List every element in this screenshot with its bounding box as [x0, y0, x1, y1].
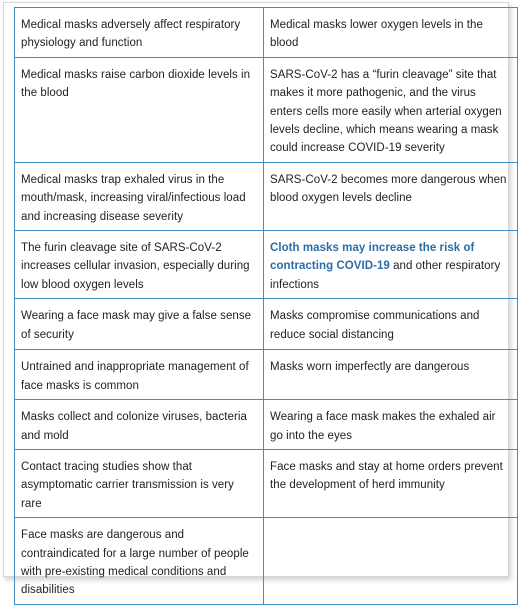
table-row [15, 449, 518, 517]
table-cell [264, 231, 518, 299]
table-cell [264, 518, 518, 605]
table-cell: SARS-CoV-2 has a “furin cleavage” site that makes it more pathogenic, and the virus enters cells more easily when arterial oxygen levels decline, which means wearing a mask could increase COVID-19 severity [264, 57, 518, 162]
table-row [15, 400, 518, 450]
table-cell: Masks collect and colonize viruses, bacteria and mold [15, 400, 264, 450]
table-cell: Medical masks raise carbon dioxide levels in the blood [15, 57, 264, 162]
table-cell: Wearing a face mask may give a false sense of security [15, 299, 264, 350]
table-row [15, 162, 518, 230]
table-cell: SARS-CoV-2 becomes more dangerous when blood oxygen levels decline [264, 162, 518, 230]
table-row [15, 231, 518, 299]
table-row [15, 299, 518, 350]
table-cell: Masks worn imperfectly are dangerous [264, 350, 518, 400]
link-trailing-text: and other respiratory infections [270, 260, 501, 291]
table-cell: Face masks and stay at home orders prevent the development of herd immunity [264, 449, 518, 517]
table-cell: Face masks are dangerous and contraindicated for a large number of people with pre-existing medical conditions and disabilities [15, 518, 264, 605]
table-cell: Untrained and inappropriate management of face masks is common [15, 350, 264, 400]
table-cell: Medical masks lower oxygen levels in the blood [264, 8, 518, 58]
table-row [15, 57, 518, 162]
claims-table [14, 7, 518, 605]
cloth-masks-link[interactable]: Cloth masks may increase the risk of contracting COVID-19 [270, 242, 475, 273]
table-row [15, 350, 518, 400]
table-cell: Contact tracing studies show that asymptomatic carrier transmission is very rare [15, 449, 264, 517]
table-cell: The furin cleavage site of SARS-CoV-2 increases cellular invasion, especially during low blood oxygen levels [15, 231, 264, 299]
table-cell: Wearing a face mask makes the exhaled air go into the eyes [264, 400, 518, 450]
table-row [15, 8, 518, 58]
table-row [15, 518, 518, 605]
screenshot-frame [3, 2, 509, 597]
table-cell: Medical masks adversely affect respiratory physiology and function [15, 8, 264, 58]
table-cell: Masks compromise communications and reduce social distancing [264, 299, 518, 350]
table-cell: Medical masks trap exhaled virus in the mouth/mask, increasing viral/infectious load and increasing disease severity [15, 162, 264, 230]
